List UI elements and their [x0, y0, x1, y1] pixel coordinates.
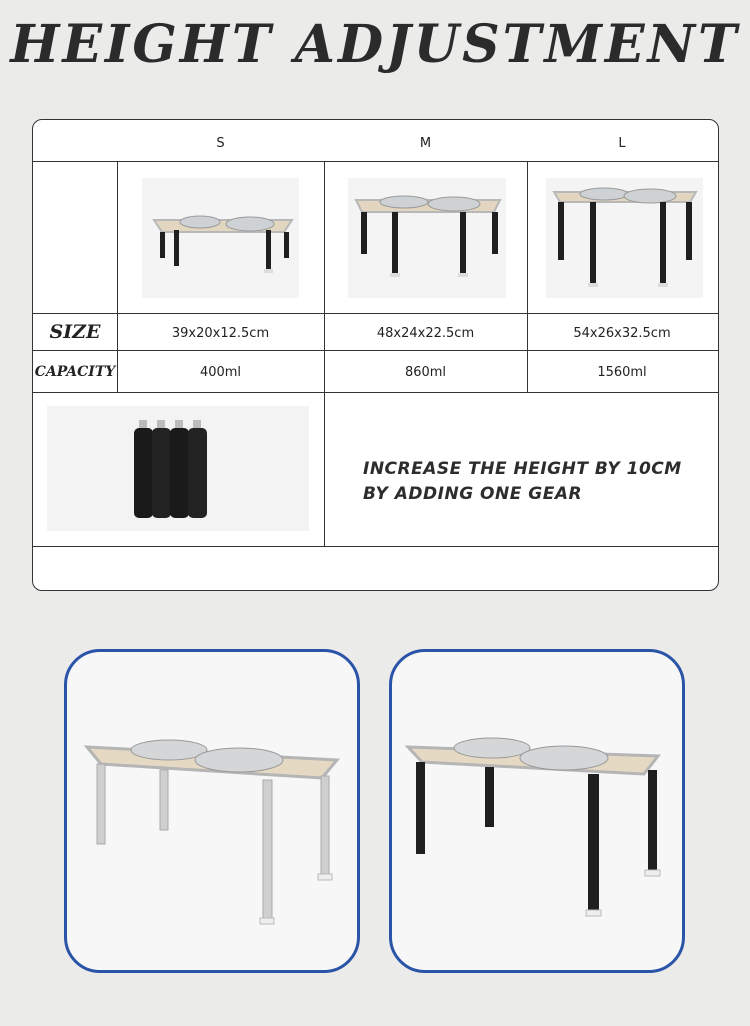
size-value-s: 39x20x12.5cm [171, 326, 270, 341]
extension-legs-photo [47, 406, 309, 531]
product-photo-small [142, 178, 299, 298]
table-divider [117, 161, 118, 392]
capacity-value-s: 400ml [199, 365, 242, 380]
height-note [363, 457, 682, 507]
table-divider [33, 350, 718, 351]
capacity-value-l: 1560ml [597, 365, 647, 380]
column-header-l: L [618, 136, 626, 151]
height-note-line-1: INCREASE THE HEIGHT BY 10CM [363, 459, 682, 479]
product-photo-medium [348, 178, 506, 298]
table-divider [33, 546, 718, 547]
row-label-capacity: CAPACITY [34, 364, 116, 380]
row-label-size: SIZE [49, 321, 101, 343]
black-legs-photo [389, 649, 685, 973]
size-value-l: 54x26x32.5cm [573, 326, 671, 341]
capacity-value-m: 860ml [404, 365, 447, 380]
column-header-s: S [216, 136, 225, 151]
table-divider [527, 161, 528, 392]
column-header-m: M [419, 136, 432, 151]
size-value-m: 48x24x22.5cm [376, 326, 475, 341]
product-photo-large [546, 178, 703, 298]
table-divider [33, 392, 718, 393]
table-divider [324, 161, 325, 546]
steel-legs-photo [64, 649, 360, 973]
size-table [32, 119, 719, 591]
table-divider [33, 161, 718, 162]
page-title: HEIGHT ADJUSTMENT [10, 14, 740, 75]
height-note-line-2: BY ADDING ONE GEAR [363, 484, 583, 504]
table-divider [33, 313, 718, 314]
